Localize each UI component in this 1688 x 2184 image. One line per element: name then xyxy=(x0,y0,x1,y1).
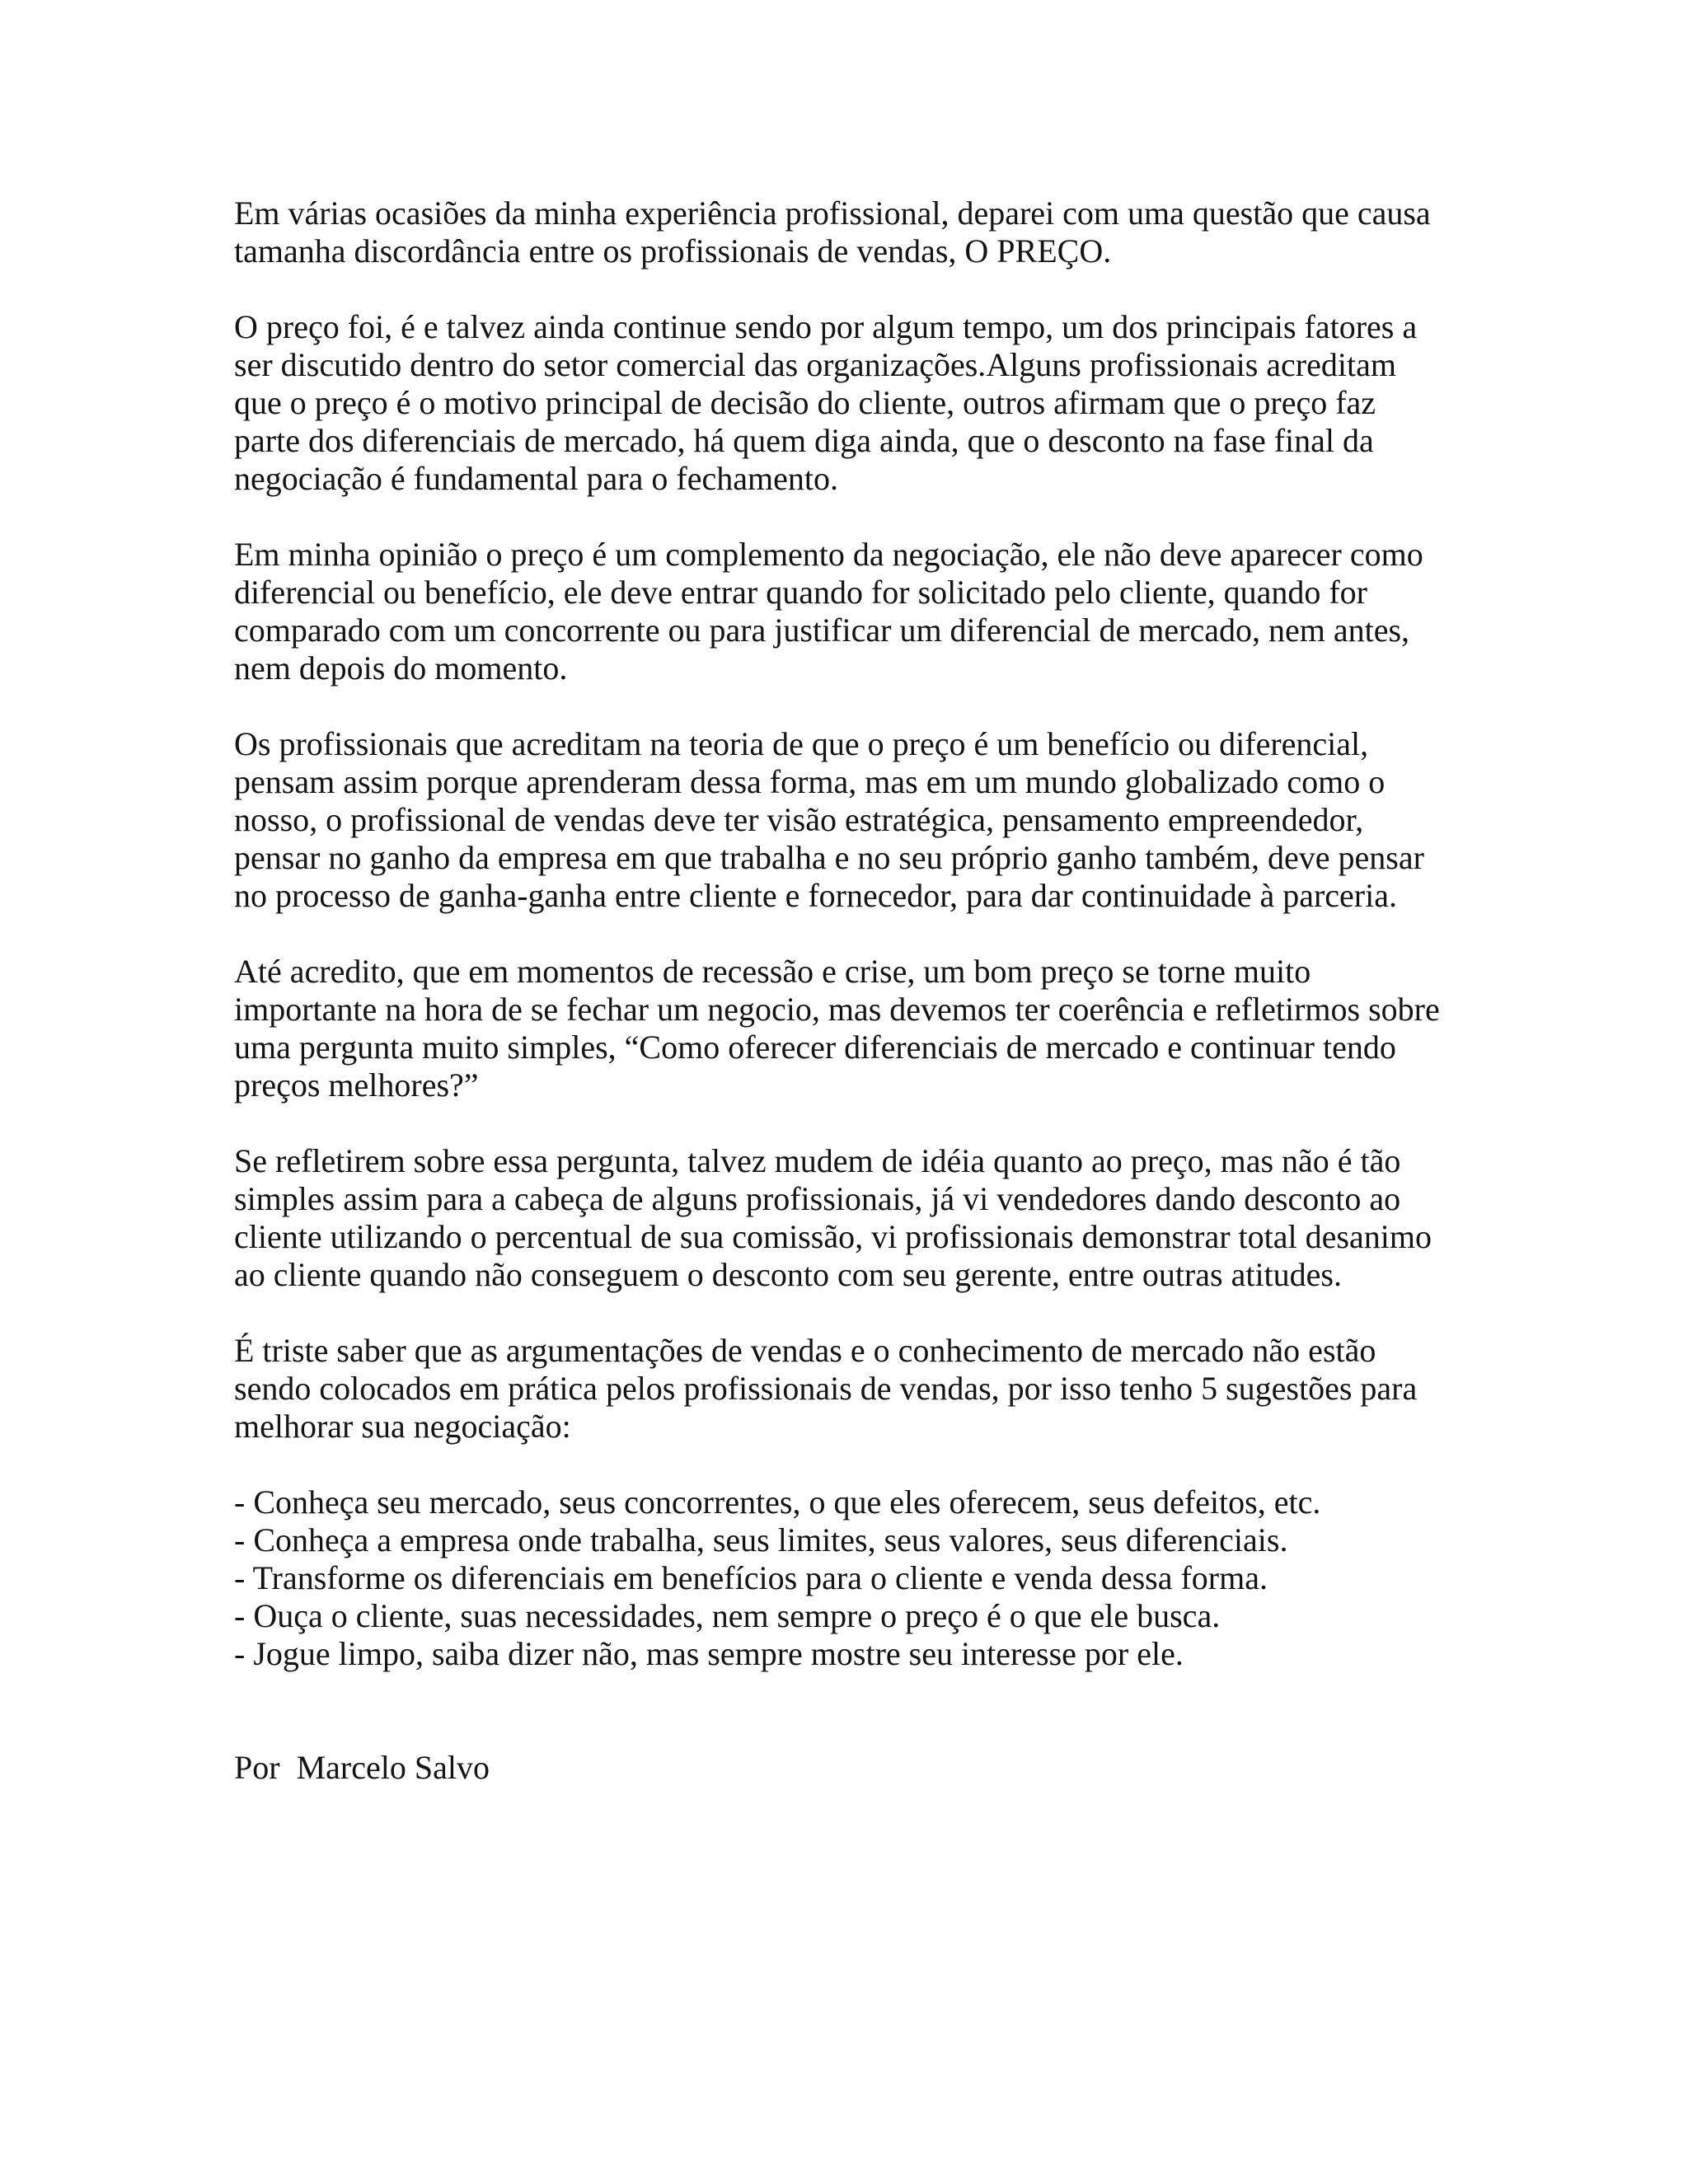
text-line: diferencial ou benefício, ele deve entrar quando for solicitado pelo cliente, quando for xyxy=(234,574,1367,611)
text-line: tamanha discordância entre os profissionais de vendas, O PREÇO. xyxy=(234,232,1112,269)
suggestions-list xyxy=(234,1483,1470,1673)
text-line: cliente utilizando o percentual de sua comissão, vi profissionais demonstrar total desanimo xyxy=(234,1218,1432,1255)
list-item: - Ouça o cliente, suas necessidades, nem sempre o preço é o que ele busca. xyxy=(234,1597,1221,1634)
document-body xyxy=(234,194,1470,1787)
list-item: - Conheça seu mercado, seus concorrentes, o que eles oferecem, seus defeitos, etc. xyxy=(234,1483,1321,1521)
author-signature xyxy=(234,1749,1470,1787)
text-line: que o preço é o motivo principal de decisão do cliente, outros afirmam que o preço faz xyxy=(234,384,1376,421)
paragraph-recession xyxy=(234,953,1470,1104)
text-line: É triste saber que as argumentações de vendas e o conhecimento de mercado não estão xyxy=(234,1332,1376,1369)
paragraph-opinion xyxy=(234,536,1470,687)
text-line: Em minha opinião o preço é um complemento da negociação, ele não deve aparecer como xyxy=(234,536,1423,573)
text-line: uma pergunta muito simples, “Como oferecer diferenciais de mercado e continuar tendo xyxy=(234,1029,1396,1066)
text-line: O preço foi, é e talvez ainda continue sendo por algum tempo, um dos principais fatores a xyxy=(234,308,1418,345)
list-item: - Jogue limpo, saiba dizer não, mas sempre mostre seu interesse por ele. xyxy=(234,1635,1184,1672)
text-line: ao cliente quando não conseguem o desconto com seu gerente, entre outras atitudes. xyxy=(234,1256,1342,1293)
paragraph-price-debate xyxy=(234,308,1470,498)
text-line: parte dos diferenciais de mercado, há quem diga ainda, que o desconto na fase final da xyxy=(234,422,1374,459)
text-line: pensar no ganho da empresa em que trabalha e no seu próprio ganho também, deve pensar xyxy=(234,839,1424,876)
paragraph-strategic-vision xyxy=(234,725,1470,915)
text-line: ser discutido dentro do setor comercial das organizações.Alguns profissionais acreditam xyxy=(234,346,1396,383)
signature-line: Por Marcelo Salvo xyxy=(234,1749,490,1786)
text-line: comparado com um concorrente ou para justificar um diferencial de mercado, nem antes, xyxy=(234,612,1410,649)
text-line: preços melhores?” xyxy=(234,1066,479,1104)
text-line: nem depois do momento. xyxy=(234,649,568,687)
text-line: negociação é fundamental para o fechamento. xyxy=(234,460,838,497)
text-line: Os profissionais que acreditam na teoria de que o preço é um benefício ou diferencial, xyxy=(234,725,1369,762)
text-line: no processo de ganha-ganha entre cliente e fornecedor, para dar continuidade à parceria. xyxy=(234,877,1397,914)
text-line: pensam assim porque aprenderam dessa forma, mas em um mundo globalizado como o xyxy=(234,763,1386,800)
text-line: sendo colocados em prática pelos profissionais de vendas, por isso tenho 5 sugestões para xyxy=(234,1370,1418,1407)
text-line: Em várias ocasiões da minha experiência profissional, deparei com uma questão que causa xyxy=(234,194,1431,232)
text-line: importante na hora de se fechar um negocio, mas devemos ter coerência e refletirmos sobre xyxy=(234,991,1440,1028)
paragraph-intro xyxy=(234,194,1470,270)
text-line: Se refletirem sobre essa pergunta, talvez mudem de idéia quanto ao preço, mas não é tão xyxy=(234,1142,1401,1179)
paragraph-reflection xyxy=(234,1142,1470,1294)
text-line: melhorar sua negociação: xyxy=(234,1408,571,1445)
text-line: simples assim para a cabeça de alguns profissionais, já vi vendedores dando desconto ao xyxy=(234,1180,1401,1217)
paragraph-suggestions-intro xyxy=(234,1332,1470,1446)
list-item: - Conheça a empresa onde trabalha, seus limites, seus valores, seus diferenciais. xyxy=(234,1521,1288,1558)
text-line: nosso, o profissional de vendas deve ter visão estratégica, pensamento empreendedor, xyxy=(234,801,1364,838)
text-line: Até acredito, que em momentos de recessão e crise, um bom preço se torne muito xyxy=(234,953,1311,990)
list-item: - Transforme os diferenciais em benefícios para o cliente e venda dessa forma. xyxy=(234,1559,1268,1596)
